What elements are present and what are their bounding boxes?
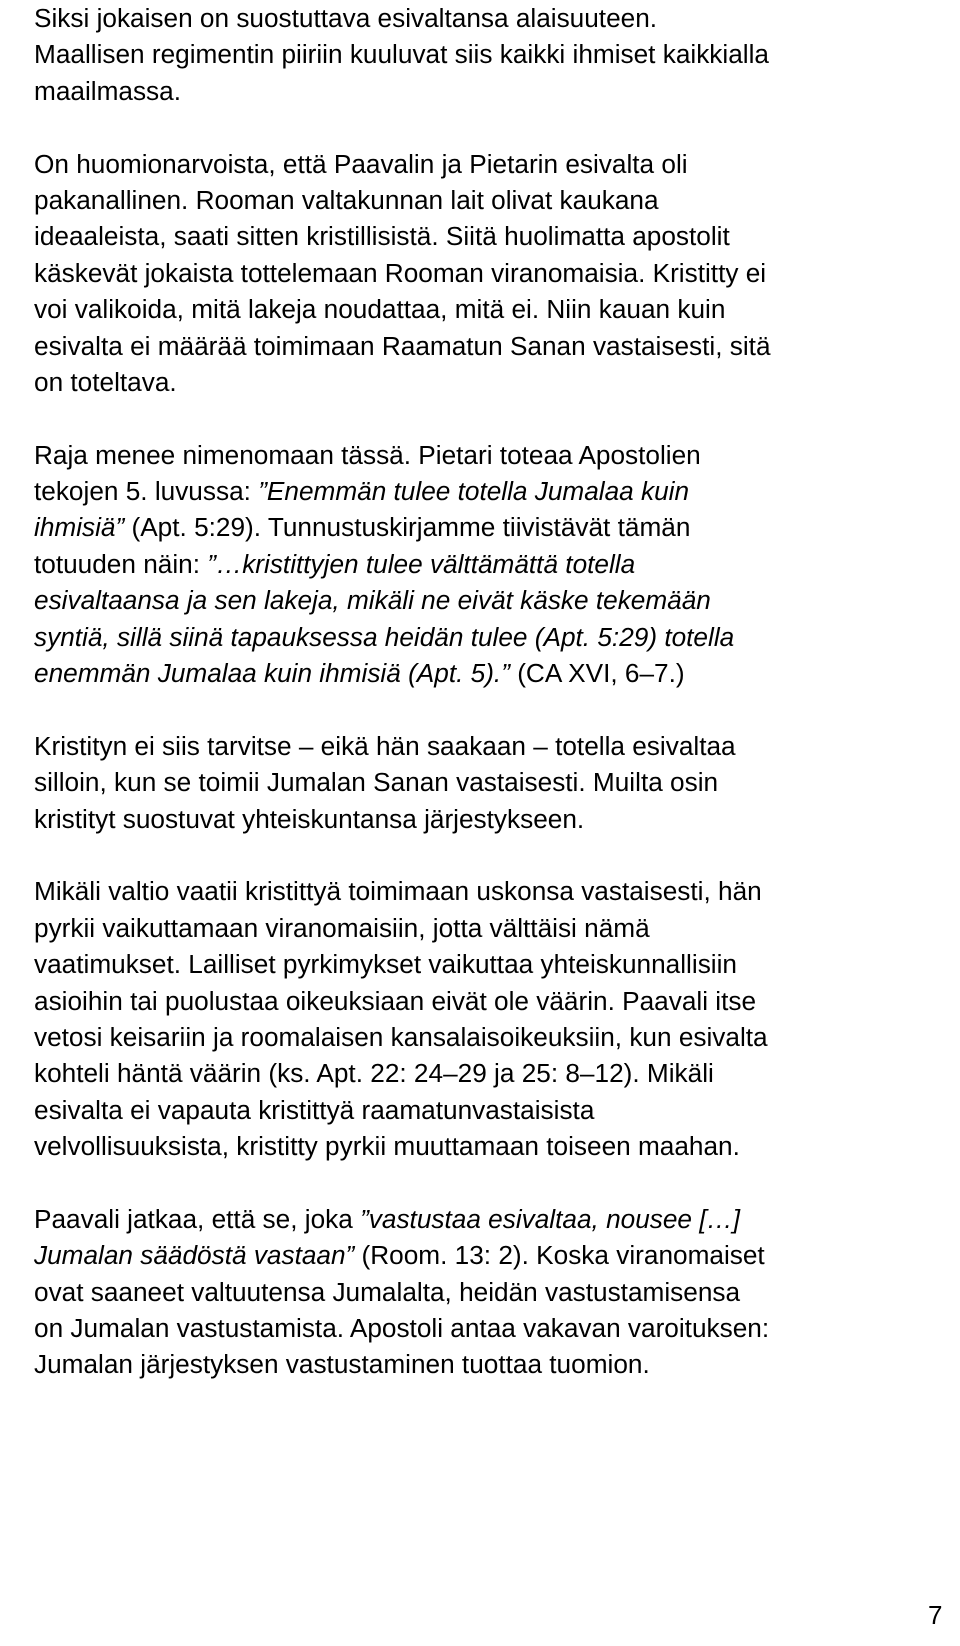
text-line: [34, 1201, 954, 1237]
text-line: [34, 946, 954, 982]
text-run: totuuden näin:: [34, 548, 208, 579]
paragraph-gap: [34, 400, 954, 436]
quote-run: ihmisiä”: [34, 512, 125, 543]
text-line: [34, 1310, 954, 1346]
text-run: käskevät jokaista tottelemaan Rooman viranomaisia. Kristitty ei: [34, 257, 767, 288]
text-line: [34, 1274, 954, 1310]
text-run: maailmassa.: [34, 75, 181, 106]
page-number: 7: [928, 1600, 943, 1630]
text-line: [34, 546, 954, 582]
text-line: [34, 1237, 954, 1273]
document-page: [34, 0, 954, 1383]
text-line: [34, 1055, 954, 1091]
paragraph-6: [34, 1201, 954, 1383]
paragraph-4: [34, 728, 954, 837]
text-run: Kristityn ei siis tarvitse – eikä hän saakaan – totella esivaltaa: [34, 730, 736, 761]
text-run: ideaaleista, saati sitten kristillisistä. Siitä huolimatta apostolit: [34, 221, 730, 252]
paragraph-5: [34, 873, 954, 1164]
text-run: (CA XVI, 6–7.): [509, 658, 685, 689]
paragraph-1: [34, 0, 954, 109]
text-run: kohteli häntä väärin (ks. Apt. 22: 24–29 ja 25: 8–12). Mikäli: [34, 1058, 714, 1089]
text-run: pakanallinen. Rooman valtakunnan lait olivat kaukana: [34, 184, 659, 215]
text-line: [34, 873, 954, 909]
text-run: vetosi keisariin ja roomalaisen kansalaisoikeuksiin, kun esivalta: [34, 1021, 768, 1052]
text-run: ovat saaneet valtuutensa Jumalalta, heidän vastustamisensa: [34, 1276, 741, 1307]
quote-run: ”…kristittyjen tulee välttämättä totella: [207, 548, 636, 579]
text-line: [34, 801, 954, 837]
text-run: silloin, kun se toimii Jumalan Sanan vastaisesti. Muilta osin: [34, 767, 719, 798]
text-run: vaatimukset. Lailliset pyrkimykset vaikuttaa yhteiskunnallisiin: [34, 949, 737, 980]
text-line: [34, 146, 954, 182]
text-run: (Apt. 5:29). Tunnustuskirjamme tiivistävät tämän: [124, 512, 691, 543]
text-line: [34, 218, 954, 254]
quote-run: ”Enemmän tulee totella Jumalaa kuin: [258, 476, 690, 507]
text-run: Maallisen regimentin piiriin kuuluvat siis kaikki ihmiset kaikkialla: [34, 39, 769, 70]
text-line: [34, 728, 954, 764]
text-line: [34, 1019, 954, 1055]
quote-run: esivaltaansa ja sen lakeja, mikäli ne eivät käske tekemään: [34, 585, 711, 616]
text-run: Jumalan järjestyksen vastustaminen tuottaa tuomion.: [34, 1349, 650, 1380]
text-line: [34, 1346, 954, 1382]
text-run: velvollisuuksista, kristitty pyrkii muuttamaan toiseen maahan.: [34, 1131, 740, 1162]
text-line: [34, 619, 954, 655]
text-line: [34, 364, 954, 400]
text-line: [34, 1128, 954, 1164]
quote-run: syntiä, sillä siinä tapauksessa heidän tulee (Apt. 5:29) totella: [34, 621, 735, 652]
text-run: on toteltava.: [34, 366, 177, 397]
text-line: [34, 328, 954, 364]
text-run: (Room. 13: 2). Koska viranomaiset: [354, 1240, 765, 1271]
text-run: tekojen 5. luvussa:: [34, 476, 259, 507]
text-line: [34, 291, 954, 327]
text-run: on Jumalan vastustamista. Apostoli antaa vakavan varoituksen:: [34, 1313, 770, 1344]
text-run: asioihin tai puolustaa oikeuksiaan eivät ole väärin. Paavali itse: [34, 985, 757, 1016]
paragraph-gap: [34, 109, 954, 145]
quote-run: Jumalan säädöstä vastaan”: [34, 1240, 355, 1271]
text-line: [34, 582, 954, 618]
text-line: [34, 255, 954, 291]
text-run: esivalta ei vapauta kristittyä raamatunvastaisista: [34, 1094, 595, 1125]
text-run: Paavali jatkaa, että se, joka: [34, 1203, 361, 1234]
text-line: [34, 509, 954, 545]
text-line: [34, 473, 954, 509]
paragraph-gap: [34, 1165, 954, 1201]
text-line: [34, 1092, 954, 1128]
text-run: pyrkii vaikuttamaan viranomaisiin, jotta välttäisi nämä: [34, 912, 650, 943]
quote-run: enemmän Jumalaa kuin ihmisiä (Apt. 5).”: [34, 658, 510, 689]
paragraph-3: [34, 437, 954, 692]
text-line: [34, 73, 954, 109]
text-line: [34, 910, 954, 946]
text-run: Siksi jokaisen on suostuttava esivaltansa alaisuuteen.: [34, 3, 658, 33]
text-run: Mikäli valtio vaatii kristittyä toimimaan uskonsa vastaisesti, hän: [34, 876, 762, 907]
paragraph-2: [34, 146, 954, 401]
text-run: voi valikoida, mitä lakeja noudattaa, mitä ei. Niin kauan kuin: [34, 294, 726, 325]
text-run: On huomionarvoista, että Paavalin ja Pietarin esivalta oli: [34, 148, 688, 179]
text-line: [34, 182, 954, 218]
paragraph-gap: [34, 837, 954, 873]
paragraph-gap: [34, 691, 954, 727]
text-line: [34, 437, 954, 473]
text-line: [34, 0, 954, 36]
text-run: kristityt suostuvat yhteiskuntansa järjestykseen.: [34, 803, 585, 834]
quote-run: ”vastustaa esivaltaa, nousee […]: [360, 1203, 741, 1234]
text-line: [34, 655, 954, 691]
text-run: Raja menee nimenomaan tässä. Pietari toteaa Apostolien: [34, 439, 701, 470]
text-line: [34, 36, 954, 72]
text-line: [34, 764, 954, 800]
text-line: [34, 983, 954, 1019]
text-run: esivalta ei määrää toimimaan Raamatun Sanan vastaisesti, sitä: [34, 330, 771, 361]
